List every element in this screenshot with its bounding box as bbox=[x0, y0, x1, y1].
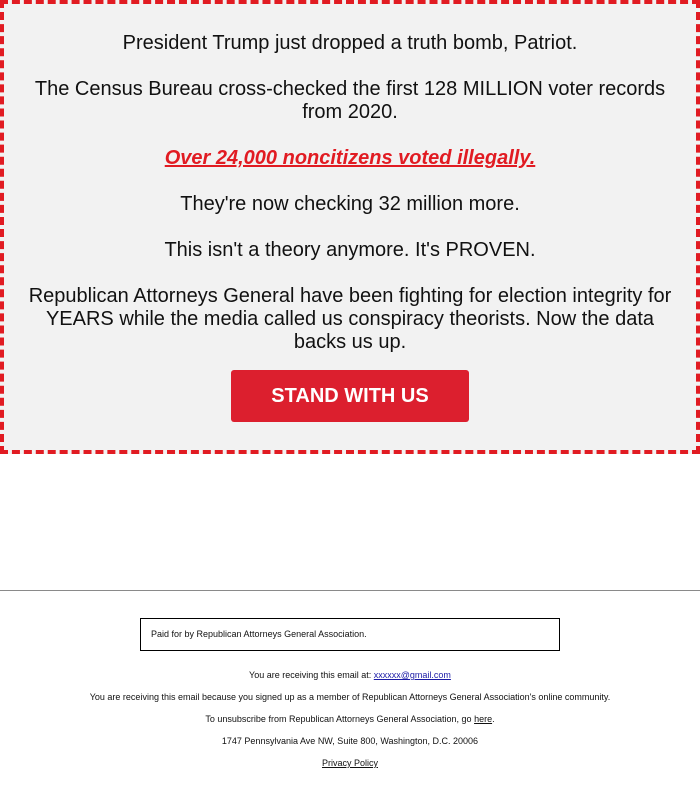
receiving-email-label: You are receiving this email at: bbox=[249, 670, 374, 680]
email-address-link[interactable]: xxxxxx@gmail.com bbox=[373, 670, 451, 680]
promo-highlight bbox=[24, 147, 676, 170]
footer-divider bbox=[0, 590, 700, 591]
unsubscribe-line bbox=[0, 713, 700, 725]
unsubscribe-period: . bbox=[492, 714, 495, 724]
noncitizens-link[interactable]: Over 24,000 noncitizens voted illegally. bbox=[164, 147, 536, 169]
promo-fighting-paragraph: Republican Attorneys General have been fighting for election integrity for YEARS while the media called us conspiracy theorists. Now the data backs us up. bbox=[28, 285, 672, 353]
receiving-email-line bbox=[0, 669, 700, 681]
unsubscribe-label: To unsubscribe from Republican Attorneys General Association, go bbox=[205, 714, 475, 724]
stand-with-us-button[interactable]: STAND WITH US bbox=[231, 370, 469, 422]
promo-census-line: The Census Bureau cross-checked the first 128 MILLION voter records from 2020. bbox=[34, 78, 666, 123]
privacy-line bbox=[0, 757, 700, 769]
privacy-policy-link[interactable]: Privacy Policy bbox=[321, 758, 378, 768]
promo-checking-line: They're now checking 32 million more. bbox=[180, 193, 520, 215]
paid-for-disclaimer: Paid for by Republican Attorneys General Association. bbox=[140, 618, 560, 651]
promo-proven-line: This isn't a theory anymore. It's PROVEN. bbox=[164, 239, 536, 261]
signup-reason-line: You are receiving this email because you signed up as a member of Republican Attorneys General Association's online community. bbox=[89, 692, 611, 702]
promo-intro: President Trump just dropped a truth bomb, Patriot. bbox=[122, 32, 578, 54]
unsubscribe-link[interactable]: here bbox=[474, 714, 493, 724]
mailing-address: 1747 Pennsylvania Ave NW, Suite 800, Washington, D.C. 20006 bbox=[221, 736, 479, 746]
